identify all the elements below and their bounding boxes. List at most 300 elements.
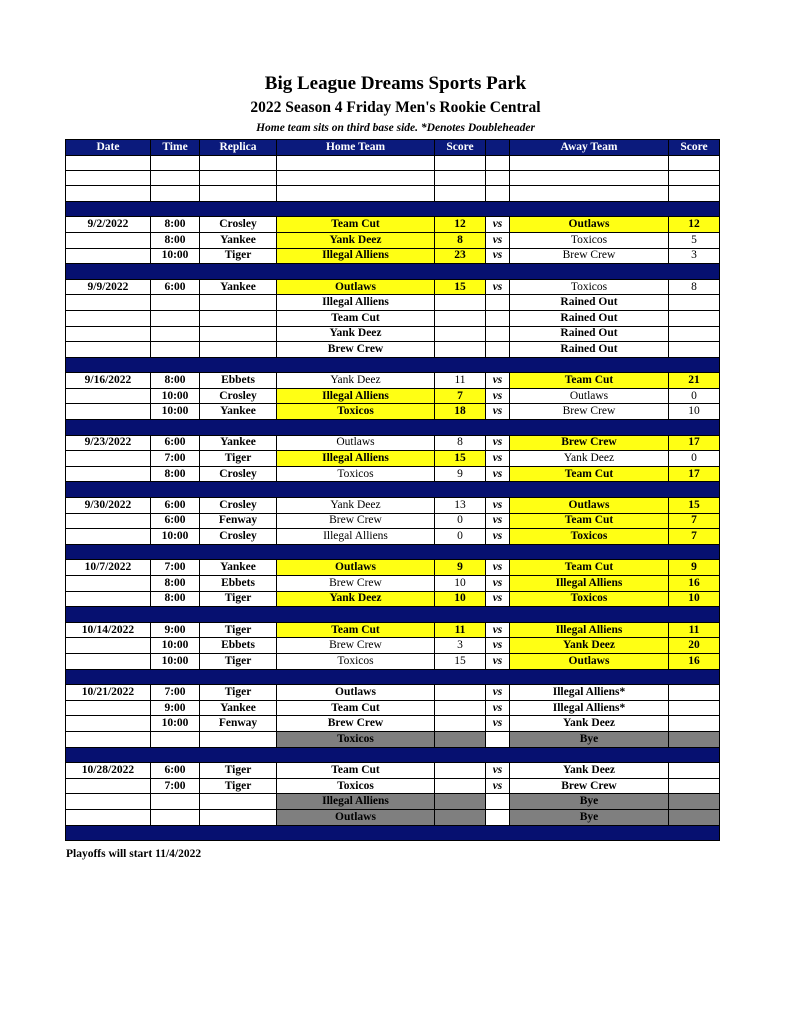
table-row	[66, 809, 720, 825]
date-cell	[66, 591, 151, 607]
home-score-cell: 10	[435, 591, 486, 607]
date-cell	[66, 700, 151, 716]
home-score-cell: 9	[435, 560, 486, 576]
away-score-cell	[669, 809, 720, 825]
col-header-date: Date	[66, 140, 151, 156]
date-cell	[66, 638, 151, 654]
replica-cell: Crosley	[200, 529, 277, 545]
date-cell	[66, 326, 151, 342]
home-team-cell: Yank Deez	[277, 326, 435, 342]
away-team-cell: Toxicos	[510, 232, 669, 248]
table-row	[66, 248, 720, 264]
time-cell	[151, 310, 200, 326]
home-score-cell	[435, 716, 486, 732]
replica-cell: Tiger	[200, 778, 277, 794]
home-team-cell: Brew Crew	[277, 576, 435, 592]
home-team-cell: Illegal Alliens	[277, 248, 435, 264]
away-score-cell: 0	[669, 388, 720, 404]
vs-cell: vs	[486, 217, 510, 233]
away-score-cell: 17	[669, 466, 720, 482]
away-score-cell	[669, 685, 720, 701]
vs-cell: vs	[486, 435, 510, 451]
vs-cell: vs	[486, 576, 510, 592]
time-cell: 6:00	[151, 435, 200, 451]
away-team-cell: Rained Out	[510, 310, 669, 326]
replica-cell: Yankee	[200, 404, 277, 420]
vs-cell: vs	[486, 451, 510, 467]
table-row	[66, 763, 720, 779]
date-cell	[66, 451, 151, 467]
home-team-cell: Outlaws	[277, 279, 435, 295]
home-score-cell: 15	[435, 279, 486, 295]
away-team-cell: Yank Deez	[510, 716, 669, 732]
away-team-cell: Toxicos	[510, 529, 669, 545]
home-team-cell: Outlaws	[277, 560, 435, 576]
vs-cell: vs	[486, 248, 510, 264]
away-score-cell	[669, 794, 720, 810]
away-team-cell: Illegal Alliens*	[510, 685, 669, 701]
week-separator	[66, 264, 720, 280]
vs-cell	[486, 310, 510, 326]
home-score-cell: 11	[435, 622, 486, 638]
time-cell: 8:00	[151, 232, 200, 248]
replica-cell: Tiger	[200, 248, 277, 264]
home-team-cell: Illegal Alliens	[277, 295, 435, 311]
week-separator	[66, 747, 720, 763]
home-score-cell	[435, 809, 486, 825]
home-team-cell: Team Cut	[277, 622, 435, 638]
time-cell: 6:00	[151, 513, 200, 529]
home-score-cell	[435, 310, 486, 326]
home-score-cell: 9	[435, 466, 486, 482]
col-header-away-team: Away Team	[510, 140, 669, 156]
away-score-cell: 0	[669, 451, 720, 467]
col-header-replica: Replica	[200, 140, 277, 156]
blank-row	[66, 155, 720, 170]
table-row	[66, 217, 720, 233]
table-row	[66, 310, 720, 326]
away-score-cell: 16	[669, 653, 720, 669]
date-cell	[66, 716, 151, 732]
home-score-cell	[435, 731, 486, 747]
time-cell	[151, 326, 200, 342]
away-team-cell: Team Cut	[510, 560, 669, 576]
table-row	[66, 591, 720, 607]
home-team-cell: Toxicos	[277, 731, 435, 747]
vs-cell: vs	[486, 560, 510, 576]
home-score-cell	[435, 342, 486, 358]
date-cell	[66, 342, 151, 358]
replica-cell: Tiger	[200, 451, 277, 467]
table-row	[66, 778, 720, 794]
home-team-cell: Illegal Alliens	[277, 529, 435, 545]
time-cell: 10:00	[151, 638, 200, 654]
table-row	[66, 716, 720, 732]
replica-cell	[200, 794, 277, 810]
away-score-cell: 5	[669, 232, 720, 248]
replica-cell: Yankee	[200, 700, 277, 716]
time-cell: 6:00	[151, 498, 200, 514]
away-score-cell: 9	[669, 560, 720, 576]
date-cell: 10/28/2022	[66, 763, 151, 779]
away-team-cell: Brew Crew	[510, 404, 669, 420]
date-cell: 9/23/2022	[66, 435, 151, 451]
away-team-cell: Team Cut	[510, 373, 669, 389]
away-team-cell: Team Cut	[510, 466, 669, 482]
col-header-home-team: Home Team	[277, 140, 435, 156]
replica-cell	[200, 342, 277, 358]
col-header-home-score: Score	[435, 140, 486, 156]
table-row	[66, 232, 720, 248]
home-team-cell: Outlaws	[277, 809, 435, 825]
replica-cell: Tiger	[200, 622, 277, 638]
table-row	[66, 576, 720, 592]
home-score-cell: 18	[435, 404, 486, 420]
away-team-cell: Brew Crew	[510, 435, 669, 451]
away-score-cell	[669, 731, 720, 747]
replica-cell: Yankee	[200, 279, 277, 295]
time-cell: 10:00	[151, 388, 200, 404]
replica-cell: Yankee	[200, 435, 277, 451]
date-cell: 10/14/2022	[66, 622, 151, 638]
replica-cell	[200, 731, 277, 747]
date-cell	[66, 513, 151, 529]
replica-cell: Ebbets	[200, 576, 277, 592]
schedule-table	[65, 139, 720, 841]
vs-cell: vs	[486, 279, 510, 295]
time-cell	[151, 809, 200, 825]
vs-cell: vs	[486, 529, 510, 545]
vs-cell	[486, 794, 510, 810]
vs-cell: vs	[486, 638, 510, 654]
date-cell: 9/9/2022	[66, 279, 151, 295]
replica-cell: Ebbets	[200, 373, 277, 389]
away-score-cell	[669, 716, 720, 732]
home-score-cell: 15	[435, 451, 486, 467]
home-team-cell: Toxicos	[277, 466, 435, 482]
away-team-cell: Illegal Alliens*	[510, 700, 669, 716]
date-cell	[66, 778, 151, 794]
vs-cell	[486, 809, 510, 825]
week-separator	[66, 669, 720, 685]
vs-cell: vs	[486, 232, 510, 248]
away-score-cell	[669, 326, 720, 342]
date-cell	[66, 653, 151, 669]
home-team-cell: Team Cut	[277, 700, 435, 716]
away-score-cell: 12	[669, 217, 720, 233]
table-row	[66, 466, 720, 482]
replica-cell: Yankee	[200, 560, 277, 576]
home-team-cell: Toxicos	[277, 404, 435, 420]
home-score-cell: 12	[435, 217, 486, 233]
away-team-cell: Toxicos	[510, 279, 669, 295]
home-score-cell: 8	[435, 232, 486, 248]
away-team-cell: Toxicos	[510, 591, 669, 607]
away-score-cell: 10	[669, 404, 720, 420]
schedule-note: Home team sits on third base side. *Denotes Doubleheader	[256, 122, 535, 134]
away-team-cell: Outlaws	[510, 217, 669, 233]
blank-row	[66, 186, 720, 201]
week-separator	[66, 420, 720, 436]
away-score-cell	[669, 778, 720, 794]
date-cell: 9/30/2022	[66, 498, 151, 514]
replica-cell	[200, 310, 277, 326]
time-cell: 7:00	[151, 451, 200, 467]
time-cell: 9:00	[151, 622, 200, 638]
away-score-cell: 7	[669, 529, 720, 545]
away-team-cell: Brew Crew	[510, 778, 669, 794]
vs-cell: vs	[486, 591, 510, 607]
date-cell: 10/7/2022	[66, 560, 151, 576]
home-team-cell: Illegal Alliens	[277, 388, 435, 404]
away-team-cell: Rained Out	[510, 342, 669, 358]
home-score-cell	[435, 700, 486, 716]
table-header-row	[66, 140, 720, 156]
away-score-cell: 17	[669, 435, 720, 451]
table-row	[66, 435, 720, 451]
home-team-cell: Yank Deez	[277, 373, 435, 389]
away-team-cell: Illegal Alliens	[510, 576, 669, 592]
week-separator	[66, 357, 720, 373]
home-team-cell: Outlaws	[277, 685, 435, 701]
home-score-cell	[435, 778, 486, 794]
away-score-cell: 21	[669, 373, 720, 389]
away-score-cell: 8	[669, 279, 720, 295]
home-score-cell: 13	[435, 498, 486, 514]
home-score-cell: 15	[435, 653, 486, 669]
time-cell: 8:00	[151, 466, 200, 482]
home-score-cell: 0	[435, 513, 486, 529]
vs-cell: vs	[486, 622, 510, 638]
away-score-cell: 10	[669, 591, 720, 607]
week-separator	[66, 482, 720, 498]
home-team-cell: Toxicos	[277, 653, 435, 669]
date-cell	[66, 295, 151, 311]
vs-cell: vs	[486, 466, 510, 482]
home-team-cell: Illegal Alliens	[277, 451, 435, 467]
away-score-cell: 7	[669, 513, 720, 529]
away-team-cell: Rained Out	[510, 326, 669, 342]
table-row	[66, 638, 720, 654]
time-cell	[151, 295, 200, 311]
replica-cell: Fenway	[200, 716, 277, 732]
time-cell: 10:00	[151, 716, 200, 732]
away-team-cell: Yank Deez	[510, 638, 669, 654]
playoffs-note: Playoffs will start 11/4/2022	[66, 848, 202, 860]
table-row	[66, 560, 720, 576]
home-score-cell	[435, 685, 486, 701]
table-row	[66, 279, 720, 295]
home-score-cell: 10	[435, 576, 486, 592]
date-cell	[66, 731, 151, 747]
replica-cell: Crosley	[200, 498, 277, 514]
col-header-away-score: Score	[669, 140, 720, 156]
home-team-cell: Yank Deez	[277, 232, 435, 248]
date-cell: 9/2/2022	[66, 217, 151, 233]
replica-cell	[200, 809, 277, 825]
away-score-cell: 20	[669, 638, 720, 654]
away-score-cell	[669, 295, 720, 311]
away-score-cell: 15	[669, 498, 720, 514]
time-cell: 10:00	[151, 653, 200, 669]
time-cell	[151, 794, 200, 810]
away-team-cell: Bye	[510, 794, 669, 810]
table-row	[66, 451, 720, 467]
date-cell	[66, 466, 151, 482]
away-team-cell: Outlaws	[510, 653, 669, 669]
home-score-cell: 11	[435, 373, 486, 389]
time-cell: 10:00	[151, 248, 200, 264]
away-team-cell: Outlaws	[510, 388, 669, 404]
vs-cell: vs	[486, 778, 510, 794]
home-team-cell: Brew Crew	[277, 716, 435, 732]
time-cell: 8:00	[151, 591, 200, 607]
home-team-cell: Yank Deez	[277, 498, 435, 514]
replica-cell: Crosley	[200, 388, 277, 404]
time-cell: 9:00	[151, 700, 200, 716]
date-cell	[66, 576, 151, 592]
vs-cell	[486, 295, 510, 311]
vs-cell: vs	[486, 700, 510, 716]
replica-cell: Tiger	[200, 653, 277, 669]
table-row	[66, 513, 720, 529]
home-team-cell: Brew Crew	[277, 342, 435, 358]
table-row	[66, 498, 720, 514]
table-row	[66, 529, 720, 545]
home-score-cell: 0	[435, 529, 486, 545]
table-row	[66, 295, 720, 311]
vs-cell: vs	[486, 513, 510, 529]
time-cell: 8:00	[151, 576, 200, 592]
table-row	[66, 622, 720, 638]
replica-cell: Tiger	[200, 763, 277, 779]
home-team-cell: Team Cut	[277, 310, 435, 326]
week-separator	[66, 544, 720, 560]
time-cell: 8:00	[151, 373, 200, 389]
home-score-cell: 3	[435, 638, 486, 654]
replica-cell: Crosley	[200, 217, 277, 233]
table-row	[66, 794, 720, 810]
home-team-cell: Brew Crew	[277, 513, 435, 529]
schedule-body	[66, 155, 720, 841]
time-cell	[151, 342, 200, 358]
time-cell: 10:00	[151, 404, 200, 420]
replica-cell: Fenway	[200, 513, 277, 529]
week-separator	[66, 201, 720, 217]
home-team-cell: Brew Crew	[277, 638, 435, 654]
blank-row	[66, 170, 720, 185]
date-cell	[66, 809, 151, 825]
home-team-cell: Illegal Alliens	[277, 794, 435, 810]
vs-cell: vs	[486, 498, 510, 514]
replica-cell	[200, 326, 277, 342]
date-cell	[66, 529, 151, 545]
vs-cell	[486, 326, 510, 342]
col-header-time: Time	[151, 140, 200, 156]
time-cell: 7:00	[151, 685, 200, 701]
away-team-cell: Outlaws	[510, 498, 669, 514]
replica-cell: Crosley	[200, 466, 277, 482]
date-cell	[66, 404, 151, 420]
vs-cell: vs	[486, 685, 510, 701]
table-row	[66, 700, 720, 716]
away-score-cell: 11	[669, 622, 720, 638]
home-team-cell: Outlaws	[277, 435, 435, 451]
replica-cell: Ebbets	[200, 638, 277, 654]
vs-cell: vs	[486, 404, 510, 420]
date-cell	[66, 388, 151, 404]
page-subtitle: 2022 Season 4 Friday Men's Rookie Central	[250, 99, 541, 116]
table-row	[66, 342, 720, 358]
week-separator	[66, 825, 720, 841]
away-score-cell	[669, 700, 720, 716]
vs-cell	[486, 731, 510, 747]
time-cell: 6:00	[151, 763, 200, 779]
home-team-cell: Yank Deez	[277, 591, 435, 607]
table-row	[66, 404, 720, 420]
week-separator	[66, 607, 720, 623]
replica-cell: Yankee	[200, 232, 277, 248]
away-team-cell: Illegal Alliens	[510, 622, 669, 638]
away-score-cell: 16	[669, 576, 720, 592]
vs-cell: vs	[486, 388, 510, 404]
away-score-cell	[669, 342, 720, 358]
table-row	[66, 731, 720, 747]
time-cell: 10:00	[151, 529, 200, 545]
home-team-cell: Team Cut	[277, 763, 435, 779]
away-team-cell: Yank Deez	[510, 763, 669, 779]
away-team-cell: Bye	[510, 809, 669, 825]
home-score-cell	[435, 295, 486, 311]
time-cell: 6:00	[151, 279, 200, 295]
table-row	[66, 373, 720, 389]
away-score-cell	[669, 310, 720, 326]
page-title: Big League Dreams Sports Park	[264, 73, 527, 94]
col-header-vs	[486, 140, 510, 156]
away-score-cell: 3	[669, 248, 720, 264]
time-cell	[151, 731, 200, 747]
vs-cell: vs	[486, 716, 510, 732]
table-row	[66, 326, 720, 342]
table-row	[66, 685, 720, 701]
home-score-cell	[435, 326, 486, 342]
home-score-cell	[435, 794, 486, 810]
table-row	[66, 388, 720, 404]
home-score-cell: 7	[435, 388, 486, 404]
date-cell: 10/21/2022	[66, 685, 151, 701]
date-cell: 9/16/2022	[66, 373, 151, 389]
time-cell: 7:00	[151, 560, 200, 576]
home-team-cell: Team Cut	[277, 217, 435, 233]
vs-cell: vs	[486, 763, 510, 779]
vs-cell: vs	[486, 373, 510, 389]
home-team-cell: Toxicos	[277, 778, 435, 794]
replica-cell: Tiger	[200, 685, 277, 701]
home-score-cell: 23	[435, 248, 486, 264]
table-row	[66, 653, 720, 669]
away-team-cell: Rained Out	[510, 295, 669, 311]
date-cell	[66, 248, 151, 264]
date-cell	[66, 232, 151, 248]
replica-cell	[200, 295, 277, 311]
away-team-cell: Brew Crew	[510, 248, 669, 264]
vs-cell: vs	[486, 653, 510, 669]
home-score-cell: 8	[435, 435, 486, 451]
time-cell: 7:00	[151, 778, 200, 794]
away-team-cell: Team Cut	[510, 513, 669, 529]
time-cell: 8:00	[151, 217, 200, 233]
home-score-cell	[435, 763, 486, 779]
